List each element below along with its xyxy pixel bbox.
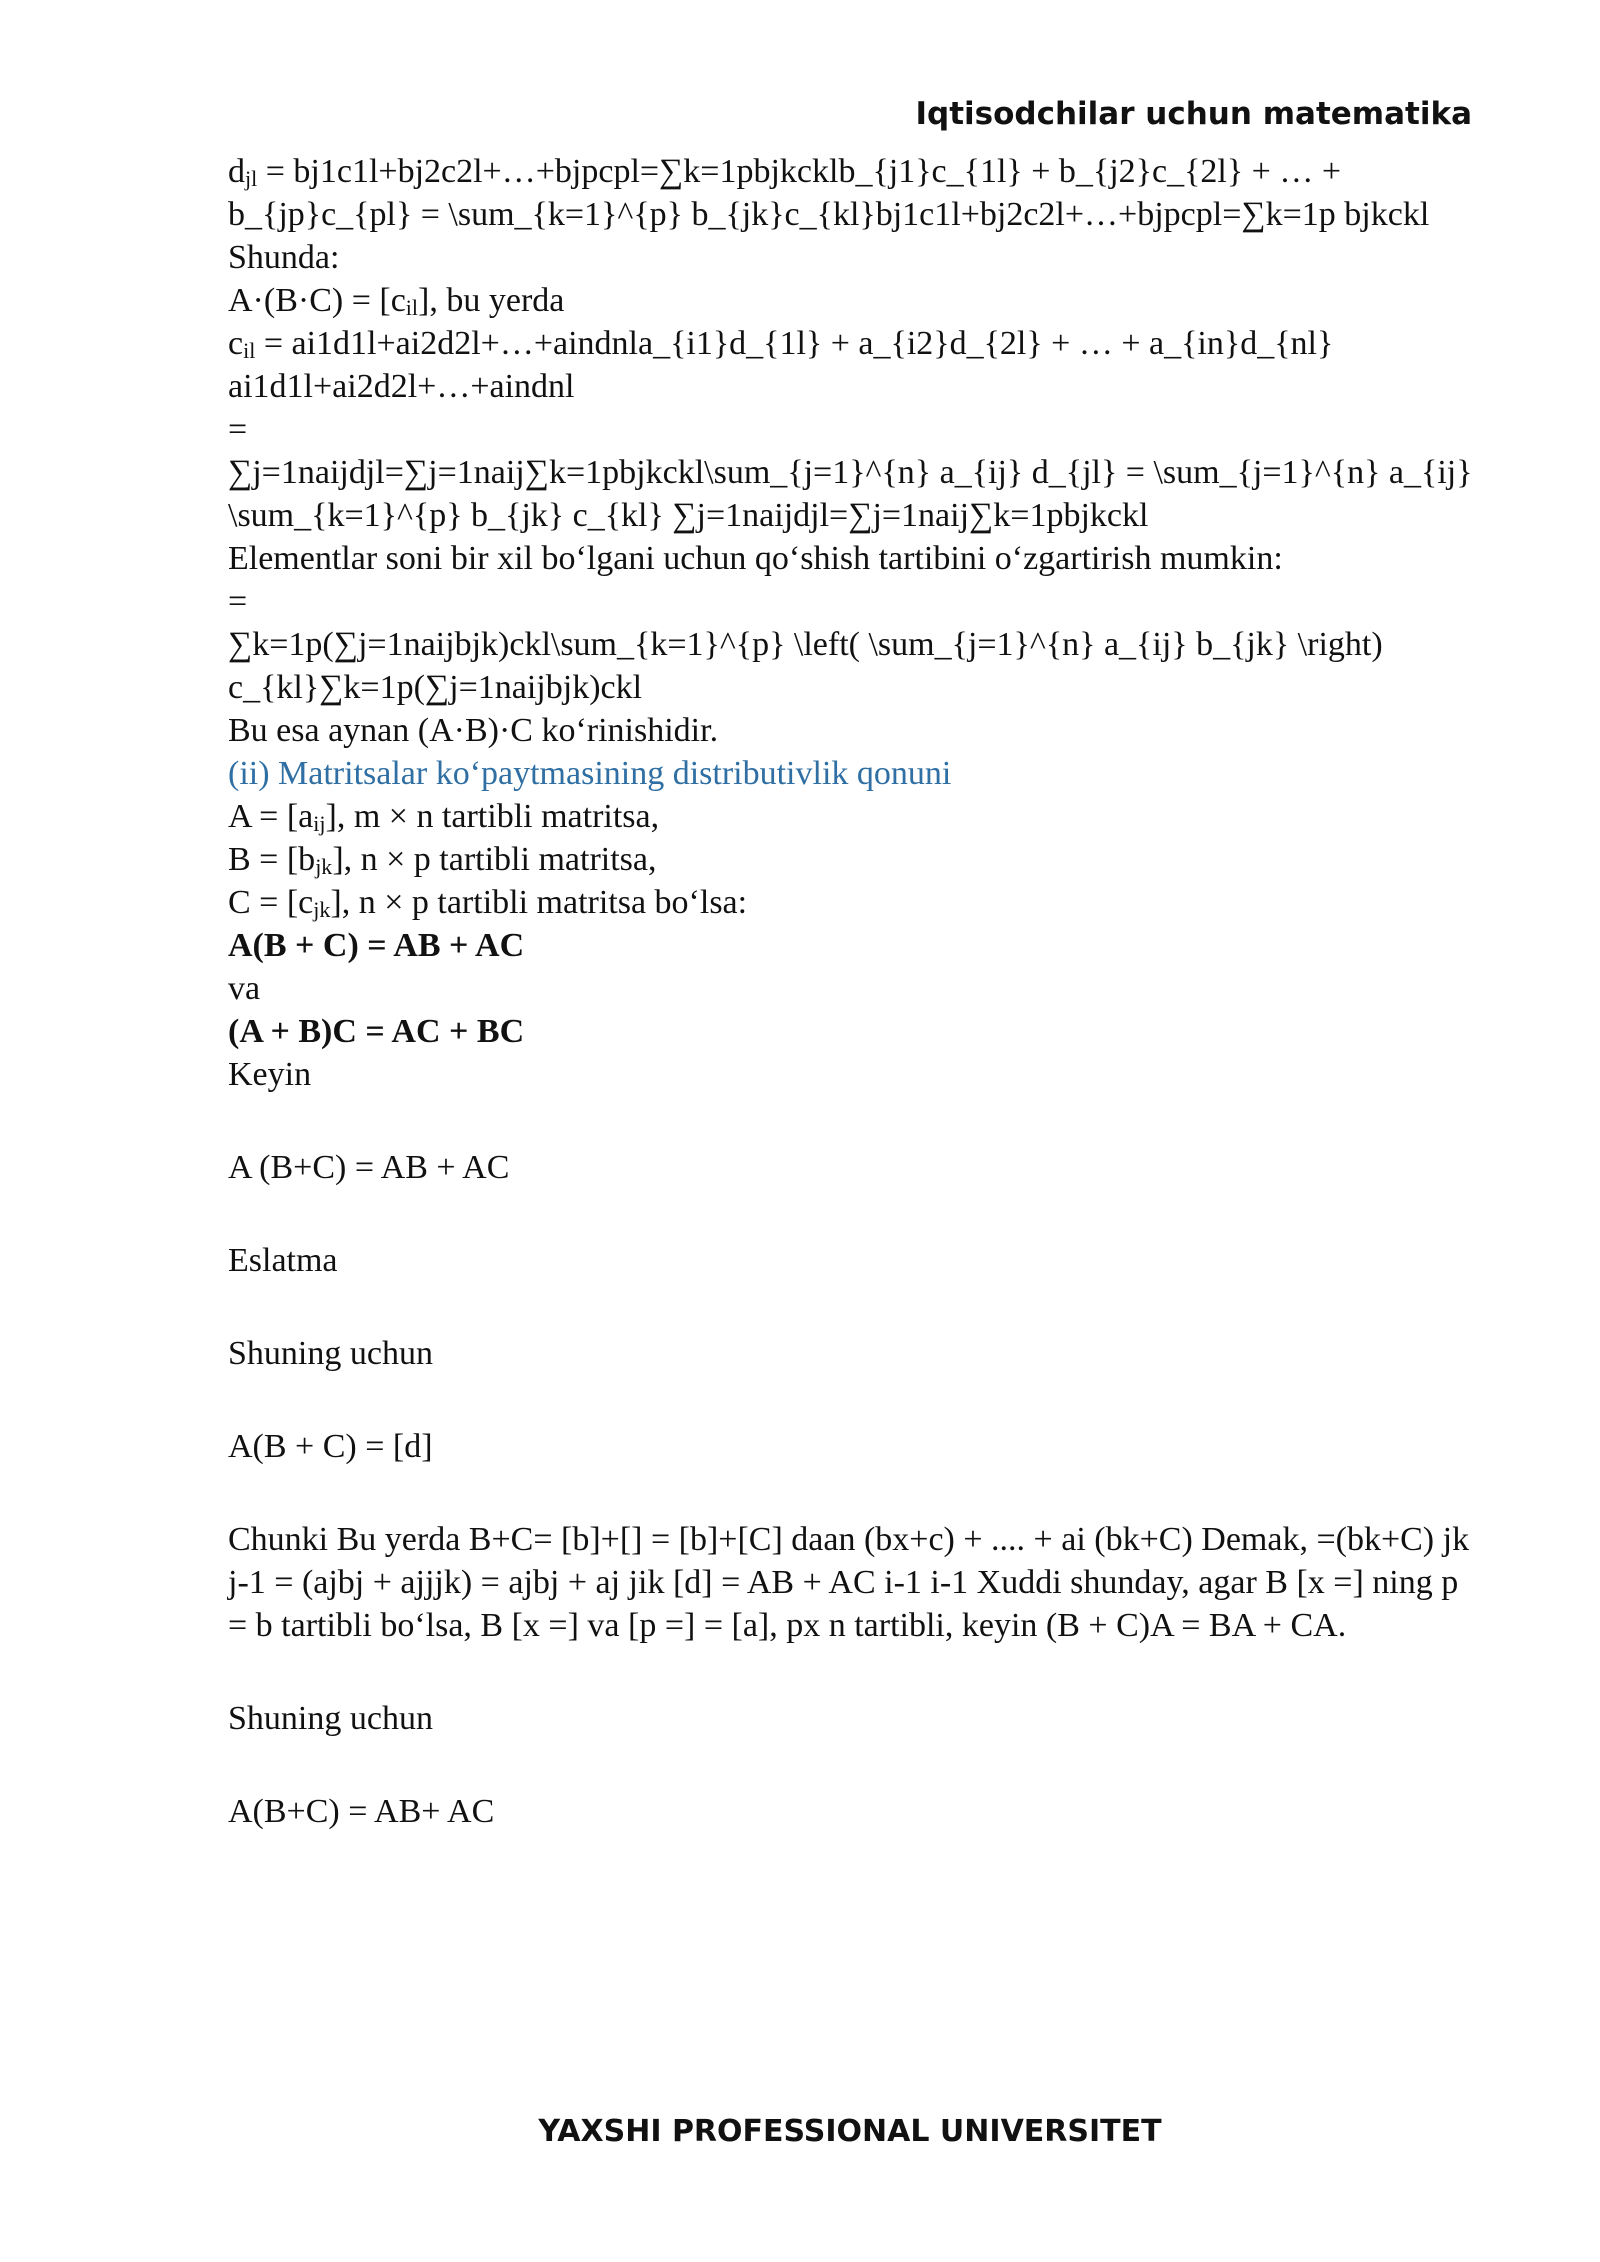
header-title: Iqtisodchilar uchun matematika (915, 96, 1472, 132)
a-post: ], m × n tartibli matritsa, (325, 798, 660, 835)
equals-line-1: = (228, 411, 248, 448)
b-subscript: jk (315, 854, 333, 879)
va-text: va (228, 970, 261, 1007)
cm-post: ], n × p tartibli matritsa bo‘lsa: (330, 884, 748, 921)
d-symbol: d (228, 153, 245, 190)
a-subscript: ij (313, 811, 326, 836)
eslatma-text: Eslatma (228, 1242, 338, 1279)
abc-subscript: il (405, 295, 419, 320)
d-definition (228, 150, 1478, 236)
chunki-paragraph: Chunki Bu yerda B+C= [b]+[] = [b]+[C] daan (bx+c) + .... + ai (bk+C) Demak, =(bk+C) jk j-1 = (ajbj + ajjjk) = ajbj + aj jik [d] = AB + AC i-1 i-1 Xuddi shunday, agar B [x =] ning p = b tartibli bo‘lsa, B [x =] va [p =] = [a], px n tartibli, keyin (B + C)A = BA + CA. (228, 1521, 1470, 1644)
final-formula: A(B+C) = AB+ AC (228, 1793, 495, 1830)
shuning-uchun-text-1: Shuning uchun (228, 1335, 433, 1372)
main-content (228, 150, 1478, 1833)
footer-title: YAXSHI PROFESSIONAL UNIVERSITET (538, 2114, 1162, 2149)
abc-post: ], bu yerda (418, 282, 565, 319)
d-subscript: jl (245, 166, 258, 191)
a-matrix-definition (228, 795, 1478, 838)
d-matrix-line: A(B + C) = [d] (228, 1428, 433, 1465)
cm-subscript: jk (313, 897, 331, 922)
c-symbol: c (228, 325, 244, 362)
distributive-law-left: A(B + C) = AB + AC (228, 927, 525, 964)
shunda-text: Shunda: (228, 239, 340, 276)
c-formula: = ai1d1l+ai2d2l+…+aindnla_{i1}d_{1l} + a_{i2}d_{2l} + … + a_{in}d_{nl} ai1d1l+ai2d2l+…+aindnl (228, 325, 1334, 405)
equals-line-2: = (228, 583, 248, 620)
a-pre: A = [a (228, 798, 314, 835)
shuning-uchun-text-2: Shuning uchun (228, 1700, 433, 1737)
c-definition (228, 322, 1478, 408)
abc-definition (228, 279, 1478, 322)
c-matrix-definition (228, 881, 1478, 924)
cm-pre: C = [c (228, 884, 314, 921)
b-post: ], n × p tartibli matritsa, (332, 841, 657, 878)
sum-formula-2: ∑k=1p(∑j=1naijbjk)ckl\sum_{k=1}^{p} \left( \sum_{j=1}^{n} a_{ij} b_{jk} \right) c_{kl}∑k=1p(∑j=1naijbjk)ckl (228, 626, 1383, 706)
distributive-law-right: (A + B)C = AC + BC (228, 1013, 525, 1050)
keyin-text: Keyin (228, 1056, 312, 1093)
abc-pre: A·(B·C) = [c (228, 282, 406, 319)
elementlar-text: Elementlar soni bir xil bo‘lgani uchun qo‘shish tartibini o‘zgartirish mumkin: (228, 540, 1283, 577)
section-heading: (ii) Matritsalar ko‘paytmasining distributivlik qonuni (228, 755, 952, 792)
abac-line: A (B+C) = AB + AC (228, 1149, 510, 1186)
d-formula: = bj1c1l+bj2c2l+…+bjpcpl=∑k=1pbjkcklb_{j1}c_{1l} + b_{j2}c_{2l} + … + b_{jp}c_{pl} = \sum_{k=1}^{p} b_{jk}c_{kl}bj1c1l+bj2c2l+…+bjpcpl=∑k=1p bjkckl (228, 153, 1430, 233)
sum-formula-1: ∑j=1naijdjl=∑j=1naij∑k=1pbjkckl\sum_{j=1}^{n} a_{ij} d_{jl} = \sum_{j=1}^{n} a_{ij} \sum_{k=1}^{p} b_{jk} c_{kl} ∑j=1naijdjl=∑j=1naij∑k=1pbjkckl (228, 454, 1473, 534)
c-subscript: il (243, 338, 256, 363)
bu-esa-text: Bu esa aynan (A·B)·C ko‘rinishidir. (228, 712, 719, 749)
b-matrix-definition (228, 838, 1478, 881)
b-pre: B = [b (228, 841, 316, 878)
